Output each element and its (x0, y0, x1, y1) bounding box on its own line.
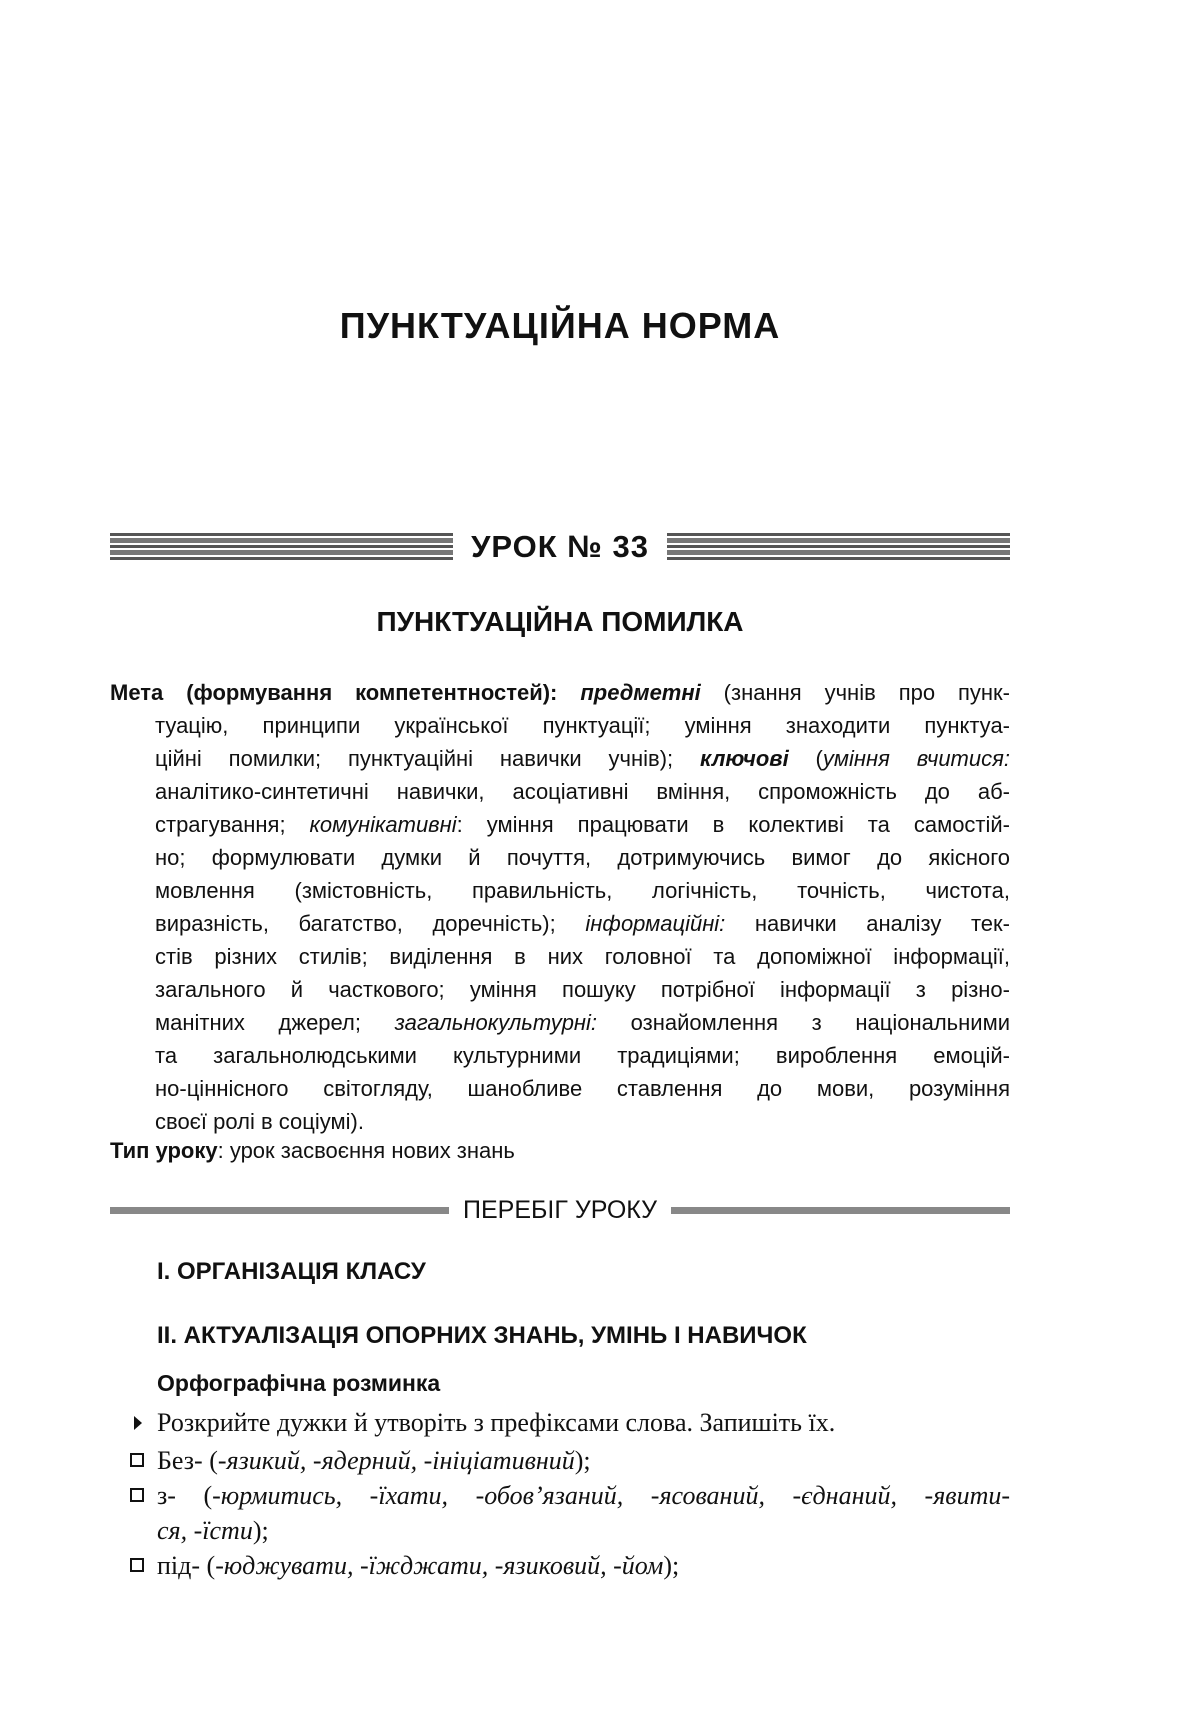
text-line (110, 775, 1010, 808)
text-segment: навички аналізу тек- (725, 911, 1010, 936)
text-segment: ключові (700, 746, 789, 771)
triangle-bullet-icon (134, 1416, 142, 1430)
divider-right (671, 1207, 1010, 1214)
list-item (130, 1548, 1010, 1583)
text-segment: ); (663, 1551, 680, 1580)
text-segment: своєї ролі в соціумі). (155, 1109, 364, 1134)
text-line (110, 874, 1010, 907)
text-segment: Без- ( (157, 1446, 218, 1475)
lesson-type-value: : урок засвоєння нових знань (217, 1138, 515, 1163)
task-text: Розкрийте дужки й утворіть з префіксами слова. Запишіть їх. (157, 1408, 836, 1437)
text-segment: но-ціннісного світогляду, шанобливе ставлення до мови, розуміння (155, 1076, 1010, 1101)
text-line (157, 1443, 1010, 1478)
decorative-stripes-right (667, 533, 1010, 561)
lesson-title: УРОК № 33 (471, 529, 649, 564)
text-line (110, 808, 1010, 841)
text-segment: но; формулювати думки й почуття, дотримуючись вимог до якісного (155, 845, 1010, 870)
text-line (110, 1105, 1010, 1138)
text-segment: ся, -їсти (157, 1516, 253, 1545)
text-segment: ( (788, 746, 823, 771)
lesson-type (110, 1138, 515, 1164)
text-segment: туацію, принципи української пунктуації; уміння знаходити пунктуа- (155, 713, 1010, 738)
progress-header (110, 1192, 1010, 1228)
text-line (110, 940, 1010, 973)
section-heading-2: ІІ. АКТУАЛІЗАЦІЯ ОПОРНИХ ЗНАНЬ, УМІНЬ І НАВИЧОК (157, 1322, 807, 1349)
text-line (110, 1039, 1010, 1072)
list-item-text (157, 1478, 1010, 1548)
text-segment: манітних джерел; (155, 1010, 395, 1035)
task-instruction (130, 1408, 1010, 1438)
text-line (110, 709, 1010, 742)
text-line (110, 973, 1010, 1006)
list-item (130, 1478, 1010, 1548)
text-segment: страгування; (155, 812, 310, 837)
list-item-text (157, 1548, 1010, 1583)
text-segment: -юрмитись, -їхати, -обов’язаний, -ясований, -єднаний, -явити- (212, 1481, 1011, 1510)
text-segment: загальнокультурні: (394, 1010, 598, 1035)
chapter-title: ПУНКТУАЦІЙНА НОРМА (339, 305, 781, 346)
text-line (157, 1548, 1010, 1583)
lesson-topic: ПУНКТУАЦІЙНА ПОМИЛКА (376, 606, 744, 637)
text-segment: загального й часткового; уміння пошуку потрібної інформації з різно- (155, 977, 1010, 1002)
text-segment: інформаційні: (585, 911, 726, 936)
text-segment: під- ( (157, 1551, 216, 1580)
lesson-goal-paragraph (110, 676, 1010, 1138)
text-segment: комунікативні (309, 812, 457, 837)
text-line (110, 742, 1010, 775)
list-item (130, 1443, 1010, 1478)
section-heading-1: І. ОРГАНІЗАЦІЯ КЛАСУ (157, 1258, 426, 1285)
text-line (110, 676, 1010, 709)
text-line (110, 907, 1010, 940)
progress-title: ПЕРЕБІГ УРОКУ (463, 1195, 658, 1224)
text-line (157, 1478, 1010, 1513)
text-segment: ); (574, 1446, 591, 1475)
text-segment: : уміння працювати в колективі та самостій- (456, 812, 1011, 837)
text-line (110, 841, 1010, 874)
lesson-type-label: Тип уроку (110, 1138, 218, 1163)
text-line (110, 1006, 1010, 1039)
square-bullet-icon (130, 1453, 144, 1467)
lesson-header (110, 527, 1010, 567)
square-bullet-icon (130, 1488, 144, 1502)
text-segment: з- ( (157, 1481, 213, 1510)
warmup-title: Орфографічна розминка (157, 1370, 441, 1396)
divider-left (110, 1207, 449, 1214)
list-item-text (157, 1443, 1010, 1478)
text-segment: -юджувати, -їжджати, -язиковий, -йом (215, 1551, 664, 1580)
text-segment: предметні (580, 680, 701, 705)
square-bullet-icon (130, 1558, 144, 1572)
text-segment: виразність, багатство, доречність); (155, 911, 586, 936)
text-line (157, 1513, 1010, 1548)
text-segment: ційні помилки; пунктуаційні навички учнів); (155, 746, 700, 771)
text-segment: уміння вчитися: (822, 746, 1010, 771)
text-segment: мовлення (змістовність, правильність, логічність, точність, чистота, (155, 878, 1010, 903)
text-segment: ознайомлення з національними (597, 1010, 1010, 1035)
decorative-stripes-left (110, 533, 453, 561)
text-segment: та загальнолюдськими культурними традиціями; вироблення емоцій- (155, 1043, 1010, 1068)
text-segment: аналітико-синтетичні навички, асоціативні вміння, спроможність до аб- (155, 779, 1010, 804)
text-segment: -язикий, -ядерний, -ініціативний (217, 1446, 575, 1475)
text-segment: Мета (формування компетентностей): (110, 680, 581, 705)
text-segment: ); (252, 1516, 269, 1545)
text-segment: (знання учнів про пунк- (700, 680, 1011, 705)
text-segment: стів різних стилів; виділення в них головної та допоміжної інформації, (155, 944, 1010, 969)
text-line (110, 1072, 1010, 1105)
